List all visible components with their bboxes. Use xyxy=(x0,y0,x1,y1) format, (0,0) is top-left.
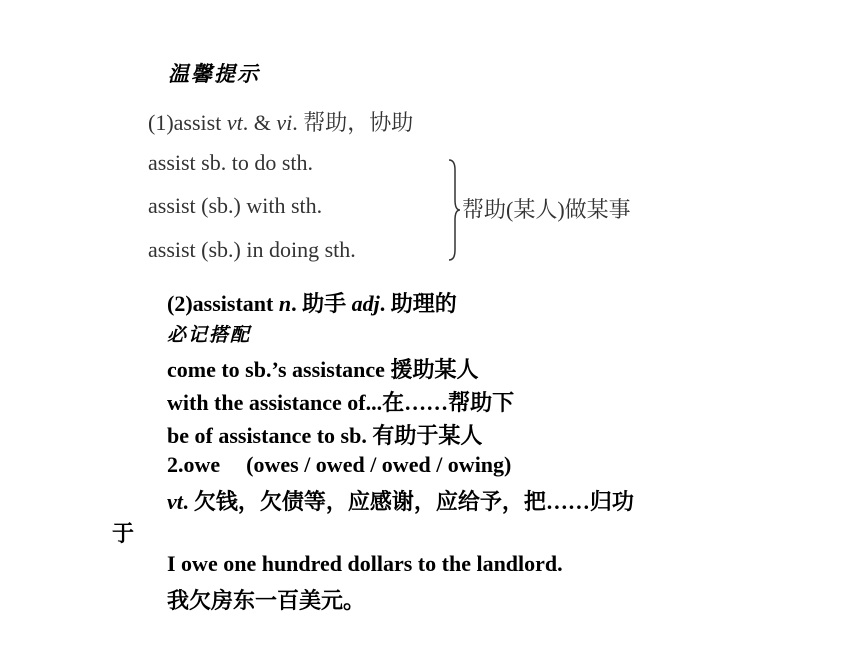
right-brace-icon xyxy=(447,158,461,262)
owe-pos: vt xyxy=(167,489,183,514)
phrase-item: come to sb.’s assistance 援助某人 xyxy=(167,357,479,382)
assist-pos-vt: vt xyxy=(226,110,243,135)
owe-meaning-continued: 于 xyxy=(112,521,135,546)
owe-definition xyxy=(167,485,634,516)
example-english: I owe one hundred dollars to the landlord. xyxy=(167,551,563,576)
phrase-item: be of assistance to sb. 有助于某人 xyxy=(167,423,483,448)
owe-meaning: . 欠钱，欠债等，应感谢，应给予，把……归功 xyxy=(182,489,634,514)
phrase-item: with the assistance of...在……帮助下 xyxy=(167,390,515,415)
collocations-title: 必记搭配 xyxy=(167,324,252,346)
assist-usage-3: assist (sb.) in doing sth. xyxy=(148,237,356,262)
assistant-pos-adj: adj xyxy=(351,291,380,316)
assistant-meaning-adj: . 助理的 xyxy=(379,291,457,316)
assistant-word: (2)assistant xyxy=(167,291,274,316)
assist-definition-line xyxy=(148,106,413,137)
assist-meaning: . 帮助，协助 xyxy=(292,110,414,135)
brace-meaning: 帮助(某人)做某事 xyxy=(462,197,631,222)
assist-pos-vi: vi xyxy=(276,110,293,135)
assist-amp: . & xyxy=(242,110,271,135)
owe-forms: (owes / owed / owed / owing) xyxy=(246,452,512,477)
owe-heading xyxy=(167,452,511,478)
example-chinese: 我欠房东一百美元。 xyxy=(167,588,366,613)
assist-usage-1: assist sb. to do sth. xyxy=(148,150,314,175)
assistant-meaning-n: . 助手 xyxy=(291,291,347,316)
assistant-definition xyxy=(167,287,457,318)
owe-word: 2.owe xyxy=(167,452,221,477)
assistant-pos-n: n xyxy=(278,291,292,316)
tip-title: 温馨提示 xyxy=(168,62,260,86)
assist-word: (1)assist xyxy=(148,110,222,135)
assist-usage-2: assist (sb.) with sth. xyxy=(148,193,323,218)
